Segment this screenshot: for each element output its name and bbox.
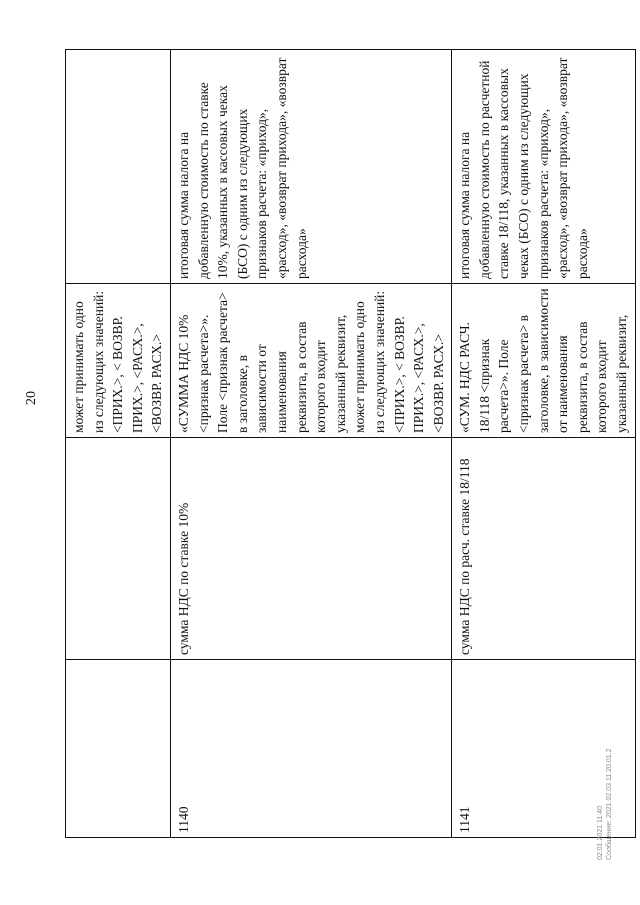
format-cell: «СУММА НДС 10% <признак расчета>». Поле <признак расчета> в заголовке, в зависимости от наименования реквизита, в состав которого входит указанный реквизит, может принимать одно из следующих значений: <ПРИХ.>, < ВОЗВР. ПРИХ.>, <РАСХ.>, <ВОЗВР. РАСХ.>: [170, 284, 451, 438]
page-number: 20: [24, 391, 39, 405]
description-cell: [66, 50, 171, 284]
tag-cell: 1141: [452, 660, 635, 838]
table-row: [170, 50, 451, 838]
tag-cell: [66, 660, 171, 838]
table-row: [66, 50, 171, 838]
footer-line: 02.01.2021 11:40: [597, 806, 604, 860]
tag-cell: 1140: [170, 660, 451, 838]
name-cell: [66, 438, 171, 660]
description-cell: итоговая сумма налога на добавленную стоимость по ставке 10%, указанных в кассовых чеках (БСО) с одним из следующих признаков расчета: «приход», «расход», «возврат прихода», «возврат расхода»: [170, 50, 451, 284]
footer-line: Сообщение: 2021.02.03 11.20.01.2: [606, 748, 613, 860]
format-cell: может принимать одно из следующих значений: <ПРИХ.>, < ВОЗВР. ПРИХ.>, <РАСХ.>, <ВОЗВР. РАСХ.>: [66, 284, 171, 438]
name-cell: сумма НДС по расч. ставке 18/118: [452, 438, 635, 660]
description-cell: итоговая сумма налога на добавленную стоимость по расчетной ставке 18/118, указанных в кассовых чеках (БСО) с одним из следующих признаков расчета: «приход», «расход», «возврат прихода», «возврат расхода»: [452, 50, 635, 284]
name-cell: сумма НДС по ставке 10%: [170, 438, 451, 660]
footer-stamp: [596, 748, 614, 860]
requisites-table: [65, 49, 636, 838]
table-row: [452, 50, 635, 838]
format-cell: «СУМ. НДС РАСЧ. 18/118 <признак расчета>». Поле <признак расчета> в заголовке, в зависимости от наименования реквизита, в состав которого входит указанный реквизит,: [452, 284, 635, 438]
